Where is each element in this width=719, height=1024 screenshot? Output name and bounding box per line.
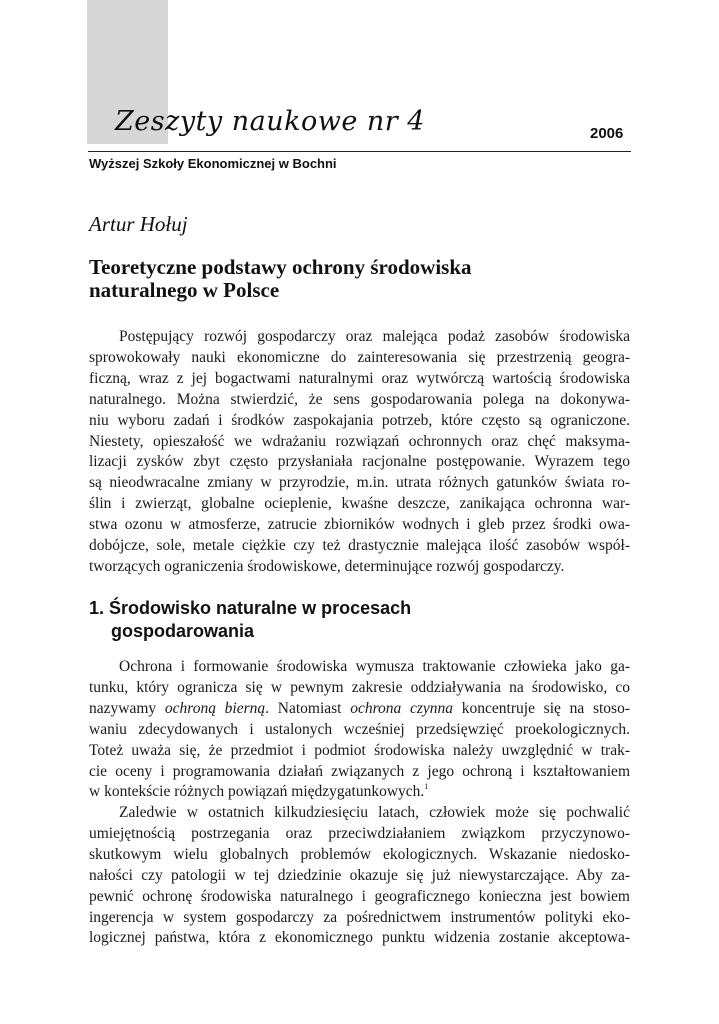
journal-title: Zeszyty naukowe nr 4 [115, 106, 425, 137]
text-line: logicznej państwa, która z ekonomicznego punktu widzenia zostanie akceptowa- [89, 929, 630, 947]
text-line: Zaledwie w ostatnich kilkudziesięciu latach, człowiek może się pochwalić [119, 804, 630, 821]
text-line [89, 782, 630, 803]
article-title [89, 256, 629, 302]
text-line: pewnić ochronę środowiska naturalnego i geograficznego konieczna jest bowiem [89, 887, 630, 905]
header-rule [88, 151, 631, 152]
section-number: 1. [89, 598, 105, 618]
text-line: dobójcze, sole, metale ciężkie czy też drastycznie malejąca ilość zasobów współ- [89, 537, 630, 555]
section-title-part: gospodarowania [111, 621, 255, 641]
text-line: ingerencja w system gospodarczy za pośrednictwem instrumentów polityki eko- [89, 908, 630, 926]
abstract-paragraph [89, 327, 630, 578]
text-line: umiejętnością postrzegania oraz przeciwdziałaniem związkom przyczynowo- [89, 824, 630, 842]
body-paragraph-2 [89, 803, 630, 949]
text-line: tworzących ograniczenia środowiskowe, determinujące rozwój gospodarczy. [89, 557, 565, 575]
publication-year: 2006 [590, 125, 624, 142]
text-line [89, 699, 630, 720]
text-line: tunku, który ogranicza się w pewnym zakresie oddziaływania na środowisko, co [89, 678, 630, 696]
article-title-line: Teoretyczne podstawy ochrony środowiska [89, 255, 472, 279]
text-line: ślin i zwierząt, globalne ocieplenie, kwaśne deszcze, zanikająca ochronna war- [89, 495, 630, 513]
text-run: w kontekście różnych powiązań międzygatunkowych. [89, 783, 425, 801]
section-title-part: Środowisko naturalne w procesach [109, 598, 412, 618]
text-run: . Natomiast [265, 699, 351, 717]
text-line: cie oceny i programowania działań związanych z jego ochroną i kształtowaniem [89, 762, 630, 780]
text-line: lizacji zysków zbyt często przysłaniała racjonalne postępowanie. Wyrazem tego [89, 453, 630, 471]
text-line: nałości czy patologii w tej dziedzinie okazuje się już niewystarczające. Aby za- [89, 866, 630, 884]
text-line: waniu zdecydowanych i ustalonych wcześniej przedsięwzięć proekologicznych. [89, 720, 630, 738]
text-line: sprowokowały nauki ekonomiczne do zainteresowania się przestrzenią geogra- [89, 348, 630, 366]
text-line: Toteż uważa się, że przedmiot i podmiot środowiska należy uwzględnić w trak- [89, 741, 630, 759]
body-paragraph-1 [89, 657, 630, 803]
text-line: Niestety, opieszałość we wdrażaniu rozwiązań ochronnych oraz chęć maksyma- [89, 432, 630, 450]
text-line: skutkowym wielu globalnych problemów ekologicznych. Wskazanie niedosko- [89, 845, 630, 863]
emphasis-active-protection: ochrona czynna [350, 699, 454, 717]
text-run: nazywamy [89, 699, 165, 717]
text-line: Ochrona i formowanie środowiska wymusza traktowanie człowieka jako ga- [119, 658, 630, 675]
text-line: są nieodwracalne zmiany w przyrodzie, m.in. utrata różnych gatunków świata ro- [89, 474, 630, 492]
school-name: Wyższej Szkoły Ekonomicznej w Bochni [89, 156, 337, 171]
text-line: niu wyboru zadań i środków zaspokajania potrzeb, które często są ograniczone. [89, 411, 630, 429]
article-author: Artur Hołuj [89, 212, 188, 236]
text-line: stwa ozonu w atmosferze, zatrucie zbiorników wodnych i gleb przez środki owa- [89, 516, 630, 534]
section-heading [89, 597, 629, 643]
emphasis-passive-protection: ochroną bierną [164, 699, 266, 717]
footnote-marker[interactable]: 1 [424, 782, 429, 792]
text-run: koncentruje się na stoso- [453, 699, 631, 717]
text-line: naturalnego. Można stwierdzić, że sens gospodarowania polega na dokonywa- [89, 390, 630, 408]
section-heading-line [89, 597, 629, 620]
text-line: Postępujący rozwój gospodarczy oraz malejąca podaż zasobów środowiska [119, 328, 630, 345]
text-line: ficzną, wraz z jej bogactwami naturalnymi oraz wytwórczą wartością środowiska [89, 369, 630, 387]
article-title-line: naturalnego w Polsce [89, 278, 280, 302]
